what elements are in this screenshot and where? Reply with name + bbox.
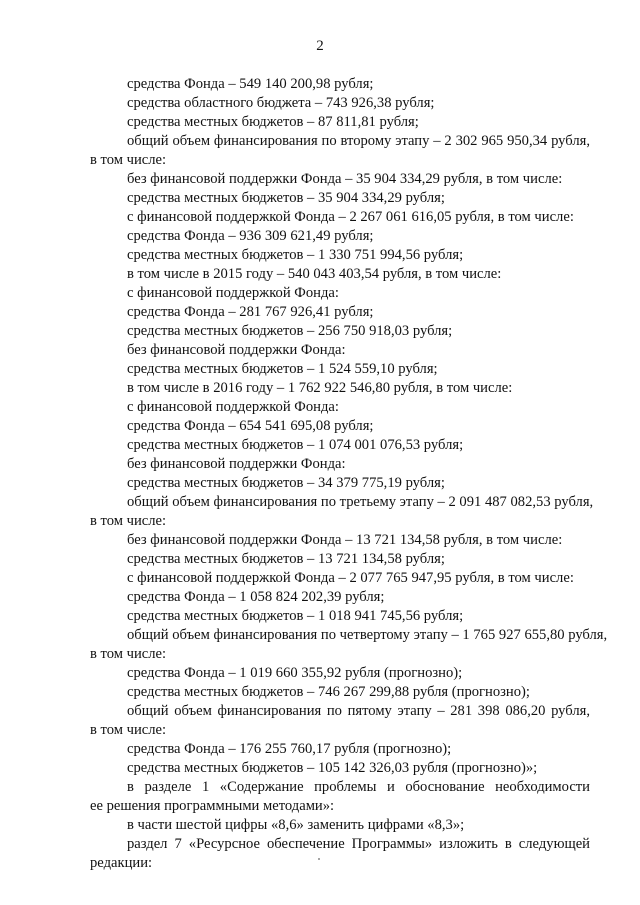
text-line: средства местных бюджетов – 1 524 559,10 рубля; xyxy=(127,361,438,377)
page-number: 2 xyxy=(316,38,324,54)
text-line: средства Фонда – 654 541 695,08 рубля; xyxy=(127,418,374,434)
text-line: средства местных бюджетов – 13 721 134,58 рубля; xyxy=(127,551,445,567)
text-line: средства местных бюджетов – 1 074 001 076,53 рубля; xyxy=(127,437,464,453)
text-line: средства Фонда – 1 058 824 202,39 рубля; xyxy=(127,589,385,605)
text-line: общий объем финансирования по четвертому этапу – 1 765 927 655,80 рубля, xyxy=(127,627,608,643)
text-line: ее решения программными методами»: xyxy=(90,798,335,814)
text-line: редакции: xyxy=(90,855,153,871)
text-line: в том числе: xyxy=(90,722,167,738)
text-line: с финансовой поддержкой Фонда – 2 077 765 947,95 рубля, в том числе: xyxy=(127,570,574,586)
text-line: средства местных бюджетов – 256 750 918,03 рубля; xyxy=(127,323,453,339)
text-line: средства местных бюджетов – 1 330 751 994,56 рубля; xyxy=(127,247,464,263)
text-line: средства Фонда – 176 255 760,17 рубля (прогнозно); xyxy=(127,741,452,757)
text-line: средства Фонда – 281 767 926,41 рубля; xyxy=(127,304,374,320)
text-line: в том числе: xyxy=(90,646,167,662)
text-line: средства Фонда – 549 140 200,98 рубля; xyxy=(127,76,374,92)
text-line: в том числе: xyxy=(90,513,167,529)
text-line: средства местных бюджетов – 746 267 299,88 рубля (прогнозно); xyxy=(127,684,530,700)
text-line: раздел 7 «Ресурсное обеспечение Программы» изложить в следующей xyxy=(127,836,590,852)
text-line: средства Фонда – 1 019 660 355,92 рубля (прогнозно); xyxy=(127,665,463,681)
text-line: в части шестой цифры «8,6» заменить цифрами «8,3»; xyxy=(127,817,465,833)
text-line: средства Фонда – 936 309 621,49 рубля; xyxy=(127,228,374,244)
text-line: средства местных бюджетов – 1 018 941 745,56 рубля; xyxy=(127,608,464,624)
text-line: средства местных бюджетов – 34 379 775,19 рубля; xyxy=(127,475,445,491)
text-line: с финансовой поддержкой Фонда: xyxy=(127,285,339,301)
text-line: средства областного бюджета – 743 926,38 рубля; xyxy=(127,95,435,111)
text-line: общий объем финансирования по второму этапу – 2 302 965 950,34 рубля, xyxy=(127,133,590,149)
text-line: в том числе в 2016 году – 1 762 922 546,80 рубля, в том числе: xyxy=(127,380,513,396)
text-line: в разделе 1 «Содержание проблемы и обоснование необходимости xyxy=(127,779,590,795)
text-line: без финансовой поддержки Фонда: xyxy=(127,456,346,472)
text-line: средства местных бюджетов – 87 811,81 рубля; xyxy=(127,114,419,130)
text-line: средства местных бюджетов – 105 142 326,03 рубля (прогнозно)»; xyxy=(127,760,538,776)
text-line: без финансовой поддержки Фонда – 13 721 134,58 рубля, в том числе: xyxy=(127,532,563,548)
text-line: в том числе в 2015 году – 540 043 403,54 рубля, в том числе: xyxy=(127,266,502,282)
text-line: без финансовой поддержки Фонда – 35 904 334,29 рубля, в том числе: xyxy=(127,171,563,187)
text-line: общий объем финансирования по третьему этапу – 2 091 487 082,53 рубля, xyxy=(127,494,594,510)
text-line: с финансовой поддержкой Фонда: xyxy=(127,399,339,415)
text-line: средства местных бюджетов – 35 904 334,29 рубля; xyxy=(127,190,445,206)
scan-dot xyxy=(318,858,320,860)
text-line: общий объем финансирования по пятому этапу – 281 398 086,20 рубля, xyxy=(127,703,590,719)
text-line: в том числе: xyxy=(90,152,167,168)
text-line: с финансовой поддержкой Фонда – 2 267 061 616,05 рубля, в том числе: xyxy=(127,209,574,225)
text-line: без финансовой поддержки Фонда: xyxy=(127,342,346,358)
